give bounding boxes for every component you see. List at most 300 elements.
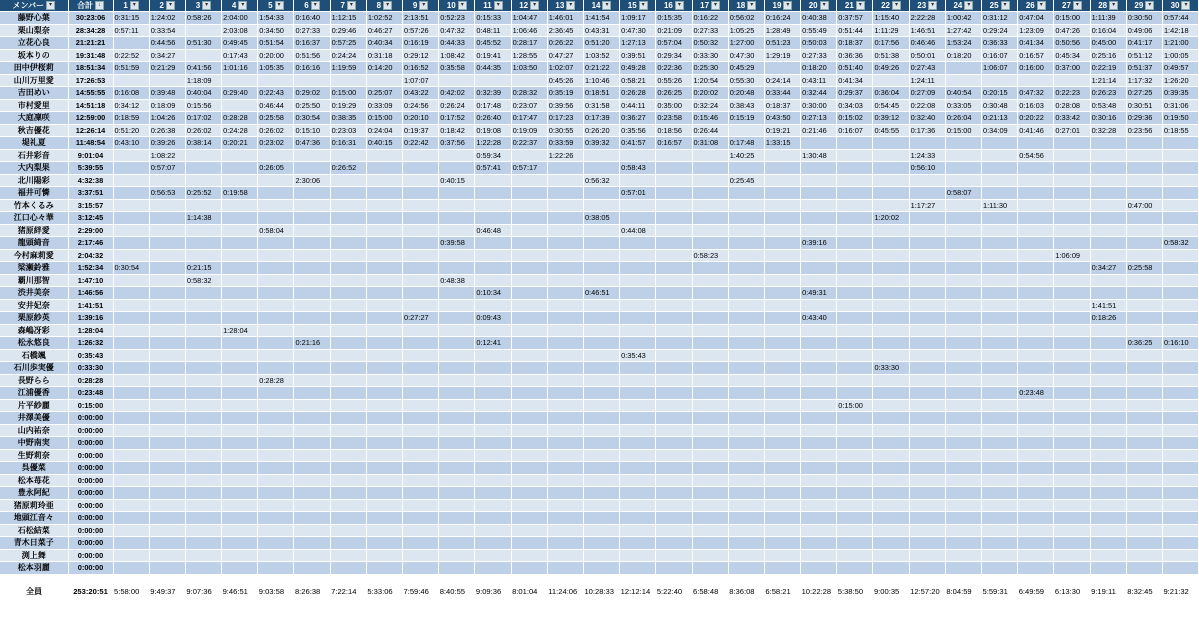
header-day-1[interactable] [113, 0, 149, 12]
day-time-cell[interactable] [1090, 287, 1126, 300]
member-total-cell[interactable]: 0:00:00 [68, 437, 113, 450]
day-time-cell[interactable]: 0:51:12 [1126, 49, 1162, 62]
day-time-cell[interactable] [909, 387, 945, 400]
day-time-cell[interactable] [185, 449, 221, 462]
day-time-cell[interactable] [837, 312, 873, 325]
day-time-cell[interactable] [1090, 549, 1126, 562]
day-time-cell[interactable] [692, 537, 728, 550]
day-time-cell[interactable] [149, 199, 185, 212]
day-time-cell[interactable] [945, 487, 981, 500]
filter-dropdown-icon[interactable]: ▾ [928, 1, 937, 10]
day-time-cell[interactable]: 0:33:42 [1054, 112, 1090, 125]
day-time-cell[interactable]: 0:21:15 [185, 262, 221, 275]
day-time-cell[interactable] [330, 349, 366, 362]
day-time-cell[interactable] [873, 412, 909, 425]
day-time-cell[interactable] [945, 299, 981, 312]
day-time-cell[interactable]: 0:35:43 [620, 349, 656, 362]
member-total-cell[interactable]: 3:12:45 [68, 212, 113, 225]
day-time-cell[interactable] [403, 262, 439, 275]
day-time-cell[interactable] [945, 237, 981, 250]
day-time-cell[interactable]: 0:30:54 [294, 112, 330, 125]
day-time-cell[interactable] [511, 499, 547, 512]
day-time-cell[interactable] [113, 474, 149, 487]
member-total-cell[interactable]: 12:26:14 [68, 124, 113, 137]
day-time-cell[interactable] [945, 399, 981, 412]
day-time-cell[interactable] [403, 562, 439, 575]
day-time-cell[interactable] [837, 437, 873, 450]
day-time-cell[interactable] [801, 262, 837, 275]
day-time-cell[interactable] [113, 537, 149, 550]
day-time-cell[interactable] [113, 549, 149, 562]
day-time-cell[interactable] [475, 474, 511, 487]
day-time-cell[interactable] [656, 249, 692, 262]
day-time-cell[interactable]: 0:47:26 [1054, 24, 1090, 37]
day-time-cell[interactable] [873, 299, 909, 312]
footer-day-total[interactable]: 7:22:14 [330, 585, 366, 599]
day-time-cell[interactable] [439, 512, 475, 525]
day-time-cell[interactable] [982, 512, 1018, 525]
day-time-cell[interactable] [873, 249, 909, 262]
day-time-cell[interactable] [982, 337, 1018, 350]
day-time-cell[interactable]: 0:15:46 [692, 112, 728, 125]
day-time-cell[interactable]: 1:20:54 [692, 74, 728, 87]
day-time-cell[interactable]: 0:20:10 [403, 112, 439, 125]
day-time-cell[interactable] [692, 312, 728, 325]
day-time-cell[interactable] [330, 262, 366, 275]
day-time-cell[interactable] [1054, 262, 1090, 275]
day-time-cell[interactable]: 0:36:04 [873, 87, 909, 100]
day-time-cell[interactable] [873, 462, 909, 475]
day-time-cell[interactable]: 1:02:07 [547, 62, 583, 75]
day-time-cell[interactable] [149, 487, 185, 500]
day-time-cell[interactable] [837, 299, 873, 312]
day-time-cell[interactable] [366, 337, 402, 350]
day-time-cell[interactable] [801, 524, 837, 537]
day-time-cell[interactable] [1090, 387, 1126, 400]
day-time-cell[interactable] [583, 437, 619, 450]
day-time-cell[interactable] [620, 474, 656, 487]
day-time-cell[interactable] [764, 499, 800, 512]
day-time-cell[interactable]: 0:22:52 [113, 49, 149, 62]
day-time-cell[interactable] [1126, 437, 1162, 450]
day-time-cell[interactable]: 0:16:57 [656, 137, 692, 150]
day-time-cell[interactable]: 2:22:28 [909, 12, 945, 25]
day-time-cell[interactable] [185, 512, 221, 525]
day-time-cell[interactable] [1090, 199, 1126, 212]
day-time-cell[interactable]: 1:40:25 [728, 149, 764, 162]
day-time-cell[interactable]: 0:58:26 [185, 12, 221, 25]
day-time-cell[interactable]: 0:39:56 [547, 99, 583, 112]
day-time-cell[interactable] [1090, 537, 1126, 550]
day-time-cell[interactable] [945, 437, 981, 450]
day-time-cell[interactable] [439, 362, 475, 375]
day-time-cell[interactable] [620, 149, 656, 162]
day-time-cell[interactable]: 0:57:41 [475, 162, 511, 175]
day-time-cell[interactable]: 0:30:16 [1090, 112, 1126, 125]
day-time-cell[interactable] [692, 524, 728, 537]
day-time-cell[interactable] [728, 499, 764, 512]
day-time-cell[interactable] [982, 412, 1018, 425]
day-time-cell[interactable]: 0:10:34 [475, 287, 511, 300]
day-time-cell[interactable] [1126, 399, 1162, 412]
day-time-cell[interactable] [330, 74, 366, 87]
header-day-7[interactable] [330, 0, 366, 12]
day-time-cell[interactable]: 1:18:09 [185, 74, 221, 87]
day-time-cell[interactable] [656, 449, 692, 462]
day-time-cell[interactable]: 2:36:45 [547, 24, 583, 37]
day-time-cell[interactable] [583, 424, 619, 437]
day-time-cell[interactable] [547, 362, 583, 375]
day-time-cell[interactable]: 0:17:47 [511, 112, 547, 125]
day-time-cell[interactable] [113, 299, 149, 312]
day-time-cell[interactable]: 0:57:01 [620, 187, 656, 200]
day-time-cell[interactable] [1090, 324, 1126, 337]
day-time-cell[interactable] [403, 149, 439, 162]
day-time-cell[interactable]: 0:46:44 [258, 99, 294, 112]
member-name-cell[interactable]: 北川陽彩 [0, 174, 68, 187]
day-time-cell[interactable] [1126, 149, 1162, 162]
day-time-cell[interactable] [403, 487, 439, 500]
day-time-cell[interactable]: 0:26:05 [258, 162, 294, 175]
filter-dropdown-icon[interactable]: ▾ [566, 1, 575, 10]
day-time-cell[interactable] [583, 362, 619, 375]
day-time-cell[interactable] [294, 299, 330, 312]
day-time-cell[interactable] [620, 412, 656, 425]
member-name-cell[interactable]: 長野らら [0, 374, 68, 387]
day-time-cell[interactable]: 0:15:00 [837, 399, 873, 412]
day-time-cell[interactable]: 1:00:05 [1162, 49, 1198, 62]
day-time-cell[interactable]: 1:24:02 [149, 12, 185, 25]
day-time-cell[interactable] [403, 462, 439, 475]
day-time-cell[interactable] [222, 462, 258, 475]
day-time-cell[interactable] [366, 549, 402, 562]
day-time-cell[interactable] [692, 162, 728, 175]
day-time-cell[interactable] [1018, 462, 1054, 475]
day-time-cell[interactable] [1162, 262, 1198, 275]
day-time-cell[interactable]: 1:41:51 [1090, 299, 1126, 312]
day-time-cell[interactable]: 0:27:01 [1054, 124, 1090, 137]
day-time-cell[interactable] [547, 187, 583, 200]
day-time-cell[interactable] [403, 187, 439, 200]
day-time-cell[interactable] [837, 199, 873, 212]
day-time-cell[interactable] [764, 412, 800, 425]
day-time-cell[interactable]: 0:27:09 [909, 87, 945, 100]
day-time-cell[interactable]: 0:45:29 [728, 62, 764, 75]
day-time-cell[interactable] [801, 212, 837, 225]
day-time-cell[interactable] [873, 187, 909, 200]
day-time-cell[interactable] [222, 237, 258, 250]
day-time-cell[interactable]: 0:26:28 [620, 87, 656, 100]
day-time-cell[interactable] [764, 274, 800, 287]
header-day-8[interactable] [366, 0, 402, 12]
day-time-cell[interactable] [1018, 537, 1054, 550]
member-total-cell[interactable]: 0:28:28 [68, 374, 113, 387]
day-time-cell[interactable] [837, 362, 873, 375]
day-time-cell[interactable] [1126, 274, 1162, 287]
day-time-cell[interactable] [366, 412, 402, 425]
member-name-cell[interactable]: 堤礼夏 [0, 137, 68, 150]
member-total-cell[interactable]: 0:00:00 [68, 449, 113, 462]
day-time-cell[interactable] [837, 187, 873, 200]
day-time-cell[interactable] [439, 287, 475, 300]
day-time-cell[interactable] [547, 287, 583, 300]
day-time-cell[interactable] [439, 249, 475, 262]
day-time-cell[interactable]: 0:20:15 [982, 87, 1018, 100]
day-time-cell[interactable] [1126, 249, 1162, 262]
day-time-cell[interactable]: 0:41:34 [837, 74, 873, 87]
member-name-cell[interactable]: 渕上舞 [0, 549, 68, 562]
day-time-cell[interactable]: 0:19:58 [222, 187, 258, 200]
day-time-cell[interactable] [366, 312, 402, 325]
day-time-cell[interactable] [366, 287, 402, 300]
day-time-cell[interactable] [837, 287, 873, 300]
day-time-cell[interactable] [222, 374, 258, 387]
day-time-cell[interactable]: 0:20:22 [1018, 112, 1054, 125]
day-time-cell[interactable] [909, 174, 945, 187]
day-time-cell[interactable] [873, 174, 909, 187]
day-time-cell[interactable] [1090, 362, 1126, 375]
day-time-cell[interactable]: 0:16:07 [982, 49, 1018, 62]
day-time-cell[interactable]: 0:57:17 [511, 162, 547, 175]
day-time-cell[interactable] [1054, 362, 1090, 375]
day-time-cell[interactable] [909, 537, 945, 550]
footer-day-total[interactable]: 5:33:06 [366, 585, 402, 599]
footer-day-total[interactable]: 5:59:31 [982, 585, 1018, 599]
day-time-cell[interactable] [511, 349, 547, 362]
day-time-cell[interactable] [801, 337, 837, 350]
filter-dropdown-icon[interactable]: ▾ [747, 1, 756, 10]
day-time-cell[interactable] [1162, 362, 1198, 375]
member-total-cell[interactable]: 2:04:32 [68, 249, 113, 262]
day-time-cell[interactable] [982, 349, 1018, 362]
day-time-cell[interactable] [764, 324, 800, 337]
day-time-cell[interactable] [258, 337, 294, 350]
member-name-cell[interactable]: 呉優菜 [0, 462, 68, 475]
day-time-cell[interactable] [547, 174, 583, 187]
day-time-cell[interactable] [403, 174, 439, 187]
day-time-cell[interactable] [511, 274, 547, 287]
member-total-cell[interactable]: 14:55:55 [68, 87, 113, 100]
day-time-cell[interactable] [764, 449, 800, 462]
day-time-cell[interactable] [764, 349, 800, 362]
header-day-16[interactable] [656, 0, 692, 12]
day-time-cell[interactable] [945, 74, 981, 87]
day-time-cell[interactable]: 0:52:23 [439, 12, 475, 25]
member-total-cell[interactable]: 2:17:46 [68, 237, 113, 250]
day-time-cell[interactable] [294, 549, 330, 562]
day-time-cell[interactable] [1090, 162, 1126, 175]
day-time-cell[interactable] [692, 374, 728, 387]
sort-desc-icon[interactable]: ↓ [95, 1, 104, 10]
day-time-cell[interactable] [439, 324, 475, 337]
day-time-cell[interactable] [837, 237, 873, 250]
day-time-cell[interactable]: 0:22:08 [909, 99, 945, 112]
day-time-cell[interactable] [258, 562, 294, 575]
day-time-cell[interactable]: 0:37:00 [1054, 62, 1090, 75]
member-name-cell[interactable]: 猪原莉玲亜 [0, 499, 68, 512]
day-time-cell[interactable]: 0:27:13 [801, 112, 837, 125]
day-time-cell[interactable] [366, 324, 402, 337]
day-time-cell[interactable]: 0:24:56 [403, 99, 439, 112]
day-time-cell[interactable] [620, 287, 656, 300]
day-time-cell[interactable] [801, 462, 837, 475]
day-time-cell[interactable]: 0:21:29 [149, 62, 185, 75]
day-time-cell[interactable]: 1:17:32 [1126, 74, 1162, 87]
day-time-cell[interactable]: 0:39:51 [620, 49, 656, 62]
day-time-cell[interactable]: 0:39:16 [801, 237, 837, 250]
day-time-cell[interactable]: 0:17:23 [547, 112, 583, 125]
day-time-cell[interactable] [294, 287, 330, 300]
day-time-cell[interactable]: 1:21:14 [1090, 74, 1126, 87]
day-time-cell[interactable] [1054, 387, 1090, 400]
day-time-cell[interactable]: 0:35:58 [439, 62, 475, 75]
day-time-cell[interactable] [692, 262, 728, 275]
day-time-cell[interactable] [583, 512, 619, 525]
day-time-cell[interactable] [185, 324, 221, 337]
filter-dropdown-icon[interactable]: ▾ [964, 1, 973, 10]
day-time-cell[interactable] [656, 462, 692, 475]
day-time-cell[interactable] [837, 224, 873, 237]
day-time-cell[interactable] [1090, 524, 1126, 537]
day-time-cell[interactable] [801, 437, 837, 450]
day-time-cell[interactable] [185, 349, 221, 362]
header-day-17[interactable] [692, 0, 728, 12]
day-time-cell[interactable]: 0:45:00 [1090, 37, 1126, 50]
day-time-cell[interactable] [801, 487, 837, 500]
day-time-cell[interactable] [1018, 424, 1054, 437]
day-time-cell[interactable] [909, 262, 945, 275]
member-total-cell[interactable]: 0:00:00 [68, 549, 113, 562]
day-time-cell[interactable]: 0:32:40 [909, 112, 945, 125]
header-member[interactable] [0, 0, 68, 12]
day-time-cell[interactable] [1090, 187, 1126, 200]
header-day-11[interactable] [475, 0, 511, 12]
member-total-cell[interactable]: 21:21:21 [68, 37, 113, 50]
day-time-cell[interactable] [620, 499, 656, 512]
footer-day-total[interactable]: 5:58:00 [113, 585, 149, 599]
day-time-cell[interactable] [837, 174, 873, 187]
day-time-cell[interactable] [837, 549, 873, 562]
day-time-cell[interactable]: 0:22:43 [258, 87, 294, 100]
day-time-cell[interactable]: 0:16:07 [837, 124, 873, 137]
day-time-cell[interactable] [403, 424, 439, 437]
day-time-cell[interactable] [801, 399, 837, 412]
day-time-cell[interactable] [837, 137, 873, 150]
day-time-cell[interactable] [113, 462, 149, 475]
day-time-cell[interactable] [1090, 474, 1126, 487]
day-time-cell[interactable] [909, 287, 945, 300]
day-time-cell[interactable] [656, 324, 692, 337]
day-time-cell[interactable] [909, 462, 945, 475]
member-total-cell[interactable]: 0:00:00 [68, 562, 113, 575]
day-time-cell[interactable]: 0:16:37 [294, 37, 330, 50]
day-time-cell[interactable]: 0:50:32 [692, 37, 728, 50]
day-time-cell[interactable] [330, 174, 366, 187]
member-name-cell[interactable]: 山川万里愛 [0, 74, 68, 87]
day-time-cell[interactable] [222, 399, 258, 412]
day-time-cell[interactable]: 0:39:26 [149, 137, 185, 150]
day-time-cell[interactable] [222, 424, 258, 437]
day-time-cell[interactable] [330, 474, 366, 487]
day-time-cell[interactable]: 0:15:33 [475, 12, 511, 25]
day-time-cell[interactable] [620, 512, 656, 525]
day-time-cell[interactable] [982, 274, 1018, 287]
day-time-cell[interactable]: 0:40:15 [439, 174, 475, 187]
member-total-cell[interactable]: 14:51:18 [68, 99, 113, 112]
day-time-cell[interactable] [1126, 549, 1162, 562]
day-time-cell[interactable] [294, 424, 330, 437]
day-time-cell[interactable] [1018, 237, 1054, 250]
day-time-cell[interactable] [149, 449, 185, 462]
footer-day-total[interactable]: 12:12:14 [620, 585, 656, 599]
day-time-cell[interactable] [366, 524, 402, 537]
day-time-cell[interactable] [692, 324, 728, 337]
day-time-cell[interactable] [222, 162, 258, 175]
day-time-cell[interactable] [728, 412, 764, 425]
day-time-cell[interactable] [1126, 324, 1162, 337]
day-time-cell[interactable]: 0:49:26 [873, 62, 909, 75]
day-time-cell[interactable] [1162, 374, 1198, 387]
day-time-cell[interactable]: 1:10:46 [583, 74, 619, 87]
member-total-cell[interactable]: 9:01:04 [68, 149, 113, 162]
day-time-cell[interactable] [583, 562, 619, 575]
day-time-cell[interactable] [692, 349, 728, 362]
day-time-cell[interactable]: 0:58:07 [945, 187, 981, 200]
day-time-cell[interactable] [1018, 312, 1054, 325]
day-time-cell[interactable] [583, 549, 619, 562]
day-time-cell[interactable] [620, 312, 656, 325]
footer-day-total[interactable]: 5:38:50 [837, 585, 873, 599]
day-time-cell[interactable]: 0:36:27 [620, 112, 656, 125]
day-time-cell[interactable] [1126, 449, 1162, 462]
header-day-15[interactable] [620, 0, 656, 12]
day-time-cell[interactable] [366, 237, 402, 250]
day-time-cell[interactable] [403, 249, 439, 262]
day-time-cell[interactable]: 0:26:24 [439, 99, 475, 112]
filter-dropdown-icon[interactable]: ▾ [1181, 1, 1190, 10]
day-time-cell[interactable]: 0:50:01 [909, 49, 945, 62]
day-time-cell[interactable] [149, 499, 185, 512]
day-time-cell[interactable] [945, 149, 981, 162]
day-time-cell[interactable] [873, 537, 909, 550]
day-time-cell[interactable] [294, 237, 330, 250]
day-time-cell[interactable]: 0:47:27 [547, 49, 583, 62]
day-time-cell[interactable]: 0:49:45 [222, 37, 258, 50]
day-time-cell[interactable]: 0:39:12 [873, 112, 909, 125]
day-time-cell[interactable] [982, 362, 1018, 375]
day-time-cell[interactable] [258, 287, 294, 300]
day-time-cell[interactable]: 0:48:11 [475, 24, 511, 37]
header-day-22[interactable] [873, 0, 909, 12]
day-time-cell[interactable] [403, 362, 439, 375]
day-time-cell[interactable] [149, 399, 185, 412]
day-time-cell[interactable] [692, 212, 728, 225]
day-time-cell[interactable]: 0:29:36 [1126, 112, 1162, 125]
day-time-cell[interactable]: 1:20:02 [873, 212, 909, 225]
day-time-cell[interactable] [330, 187, 366, 200]
day-time-cell[interactable] [1018, 374, 1054, 387]
day-time-cell[interactable]: 0:57:25 [330, 37, 366, 50]
day-time-cell[interactable] [1018, 187, 1054, 200]
day-time-cell[interactable]: 0:25:58 [1126, 262, 1162, 275]
day-time-cell[interactable] [511, 212, 547, 225]
day-time-cell[interactable]: 0:27:33 [692, 24, 728, 37]
day-time-cell[interactable] [620, 424, 656, 437]
day-time-cell[interactable] [1126, 212, 1162, 225]
day-time-cell[interactable] [945, 412, 981, 425]
day-time-cell[interactable] [294, 224, 330, 237]
day-time-cell[interactable] [185, 487, 221, 500]
